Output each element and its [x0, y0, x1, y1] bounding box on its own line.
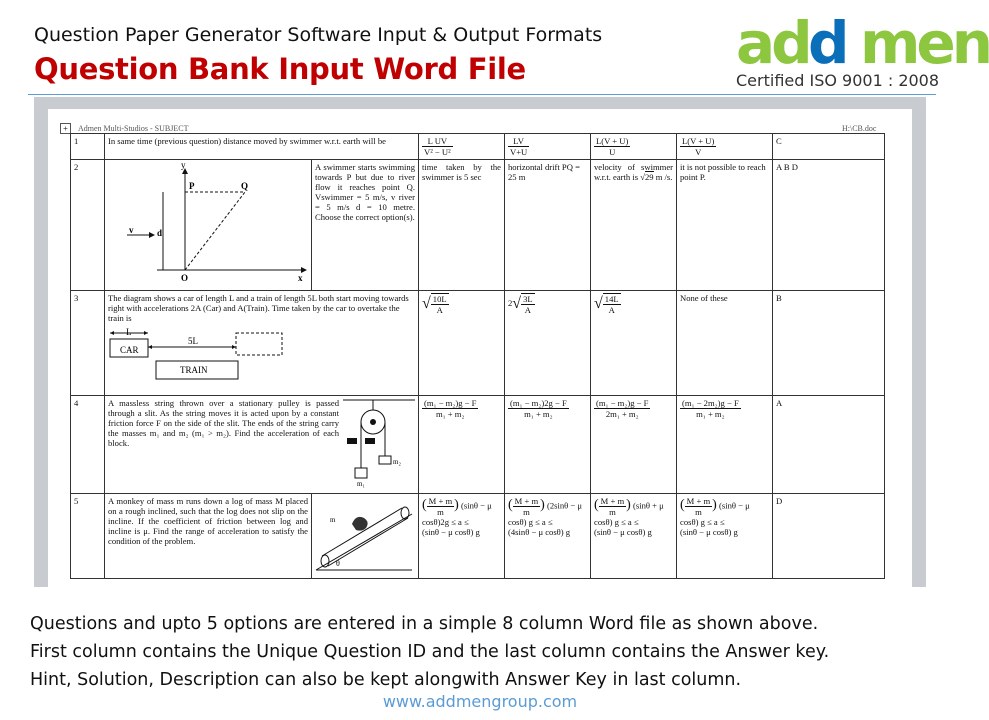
logo-part-ad: ad	[736, 9, 809, 77]
table-row	[71, 160, 885, 291]
document-page	[48, 109, 912, 587]
table-move-handle-icon[interactable]: +	[60, 123, 71, 134]
question-id: 4	[71, 396, 105, 494]
label-p: P	[189, 181, 195, 191]
option-2	[505, 291, 591, 396]
option-coef: 2	[508, 297, 513, 308]
figure-cell	[312, 494, 419, 579]
option-3	[591, 134, 677, 160]
opt-den: m₁ + m₂	[524, 409, 553, 419]
label-m: m	[330, 516, 336, 524]
sqrt-symbol: √	[594, 295, 603, 312]
option-2	[505, 396, 591, 494]
opt-num: 10L	[432, 294, 447, 304]
label-m1: m₁	[357, 480, 365, 488]
question-id: 3	[71, 291, 105, 396]
answer-key: A B D	[773, 160, 885, 291]
option-1: time taken by the swimmer is 5 sec	[419, 160, 505, 291]
option-text: (sinθ + μ cosθ) g ≤ a ≤	[594, 500, 664, 527]
opt-num: L(V + U)	[682, 136, 715, 146]
label-theta: θ	[336, 559, 340, 568]
opt-den: m₁ + m₂	[435, 409, 465, 419]
opt-den: 2m₁ + m₂	[605, 409, 639, 419]
opt-num: L(V + U)	[596, 136, 629, 146]
footer-line-2: First column contains the Unique Question ID and the last column contains the Answer key.	[30, 642, 830, 662]
opt-den: V+U	[510, 147, 528, 157]
table-row	[71, 494, 885, 579]
opt-den: A	[436, 305, 443, 315]
doc-header-right: H:\CB.doc	[842, 124, 877, 133]
option-1	[419, 494, 505, 579]
option-text: (sinθ − μ cosθ) g	[422, 527, 480, 537]
option-text: (sinθ − μ cosθ) g	[594, 527, 652, 537]
answer-key: C	[773, 134, 885, 160]
opt-den: m	[523, 507, 530, 517]
swimmer-diagram	[105, 160, 311, 288]
slide-title: Question Bank Input Word File	[34, 52, 526, 86]
opt-num: M + m	[514, 496, 539, 506]
doc-header-left: Admen Multi-Studios - SUBJECT	[78, 124, 189, 133]
opt-num: (m₁ − m₂)2g − F	[510, 398, 567, 408]
presentation-subtitle: Question Paper Generator Software Input & Output Formats	[34, 24, 603, 46]
question-bank-table	[70, 133, 885, 579]
option-4	[677, 396, 773, 494]
option-2	[505, 494, 591, 579]
website-link[interactable]: www.addmengroup.com	[382, 692, 578, 711]
label-x: x	[298, 273, 303, 283]
label-5l: 5L	[188, 336, 198, 346]
question-text: A swimmer starts swimming towards P but due to river flow it reaches point Q. Vswimmer = 5 m/s, v river = 5 m/s d = 10 metre. Choose the correct option(s).	[312, 160, 419, 291]
option-1	[419, 291, 505, 396]
word-document-screenshot	[34, 97, 926, 587]
question-text: A massless string thrown over a stationary pulley is passed through a slit. As the string moves it is acted upon by a constant friction force F on the side of the slit. The ends of the string carry the masses m₁ and m₂ (m₁ > m₂). Find the acceleration of each block.	[108, 398, 339, 448]
monkey-log-diagram	[312, 494, 418, 576]
opt-den: m	[437, 507, 444, 517]
car-train-diagram	[108, 323, 408, 383]
sqrt-radicand: 29	[644, 172, 654, 182]
question-text: The diagram shows a car of length L and a train of length 5L both start moving towards right with accelerations 2A (Car) and A(Train). Time taken by the car to overtake the train is	[108, 293, 409, 323]
label-m2: m₂	[393, 458, 401, 466]
label-o: O	[181, 273, 189, 283]
table-row	[71, 134, 885, 160]
option-4	[677, 134, 773, 160]
answer-key: D	[773, 494, 885, 579]
footer-line-1: Questions and upto 5 options are entered in a simple 8 column Word file as shown above.	[30, 614, 819, 634]
bracket-close: )	[454, 497, 459, 513]
question-text: In same time (previous question) distance moved by swimmer w.r.t. earth will be	[105, 134, 419, 160]
question-text: A monkey of mass m runs down a log of mass M placed on a rough inclined, such that the log does not slip on the incline. If the coefficient of friction between log and incline is μ. Find the range of acceleration to satisfy the condition of the problem.	[105, 494, 312, 579]
sqrt-symbol: √	[640, 172, 645, 182]
question-id: 2	[71, 160, 105, 291]
label-y: y	[181, 160, 186, 170]
footer-line-3: Hint, Solution, Description can also be kept alongwith Answer Key in last column.	[30, 670, 742, 690]
option-text: (4sinθ − μ cosθ) g	[508, 527, 571, 537]
option-text: (sinθ − μ cosθ)2g ≤ a ≤	[422, 500, 492, 527]
sqrt-symbol: √	[422, 295, 431, 312]
certification-text: Certified ISO 9001 : 2008	[736, 71, 940, 90]
opt-den: m	[609, 507, 616, 517]
label-car: CAR	[120, 345, 139, 355]
table-row	[71, 291, 885, 396]
option-3	[591, 160, 677, 291]
bracket-close: )	[712, 497, 717, 513]
opt-num: M + m	[600, 496, 625, 506]
logo-part-men: men	[860, 9, 989, 77]
option-text: (sinθ − μ cosθ) g	[680, 527, 738, 537]
option-4	[677, 494, 773, 579]
option-2: horizontal drift PQ = 25 m	[505, 160, 591, 291]
opt-num: L UV	[422, 136, 453, 147]
table-row	[71, 396, 885, 494]
bracket-close: )	[626, 497, 631, 513]
opt-den: U	[609, 147, 616, 157]
header-divider	[28, 94, 936, 95]
opt-den: m	[695, 507, 702, 517]
question-id: 1	[71, 134, 105, 160]
option-3	[591, 291, 677, 396]
opt-num: 3L	[523, 294, 533, 304]
question-cell	[105, 291, 419, 396]
option-2	[505, 134, 591, 160]
opt-den: V	[695, 147, 702, 157]
bracket-close: )	[540, 497, 545, 513]
bracket-open: (	[680, 497, 685, 513]
label-q: Q	[241, 181, 249, 191]
pulley-diagram	[343, 398, 415, 486]
label-v: v	[129, 225, 134, 235]
addmen-logo	[736, 9, 989, 77]
answer-key: B	[773, 291, 885, 396]
option-1	[419, 134, 505, 160]
opt-num: M + m	[428, 496, 453, 506]
figure-cell	[105, 160, 312, 291]
opt-num: M + m	[686, 496, 711, 506]
sqrt-symbol: √	[512, 295, 522, 312]
label-d: d	[157, 228, 163, 238]
answer-key: A	[773, 396, 885, 494]
question-cell	[105, 396, 419, 494]
opt-num: LV	[508, 136, 529, 147]
option-3	[591, 494, 677, 579]
option-text: (sinθ − μ cosθ) g ≤ a ≤	[680, 500, 750, 527]
option-1	[419, 396, 505, 494]
opt-den: A	[608, 305, 615, 315]
question-id: 5	[71, 494, 105, 579]
opt-den: V² − U²	[424, 147, 451, 157]
opt-num: 14L	[604, 294, 619, 304]
option-4: it is not possible to reach point P.	[677, 160, 773, 291]
footer-description	[30, 610, 829, 694]
label-l: L	[126, 327, 132, 337]
option-text: (2sinθ − μ cosθ) g ≤ a ≤	[508, 500, 583, 527]
opt-num: (m₁ − 2m₂)g − F	[682, 398, 739, 408]
opt-num: (m₁ − m₂)g − F	[596, 398, 649, 408]
option-text: velocity of swimmer w.r.t. earth is	[594, 162, 673, 182]
option-3	[591, 396, 677, 494]
option-unit: m /s.	[655, 172, 673, 182]
bracket-open: (	[594, 497, 599, 513]
logo-part-d: d	[808, 9, 846, 77]
bracket-open: (	[508, 497, 513, 513]
opt-den: A	[524, 305, 531, 315]
opt-num: (m₁ − m₂)g − F	[424, 398, 477, 408]
option-4: None of these	[677, 291, 773, 396]
opt-den: m₁ + m₂	[696, 409, 725, 419]
label-train: TRAIN	[180, 365, 208, 375]
bracket-open: (	[422, 497, 427, 513]
